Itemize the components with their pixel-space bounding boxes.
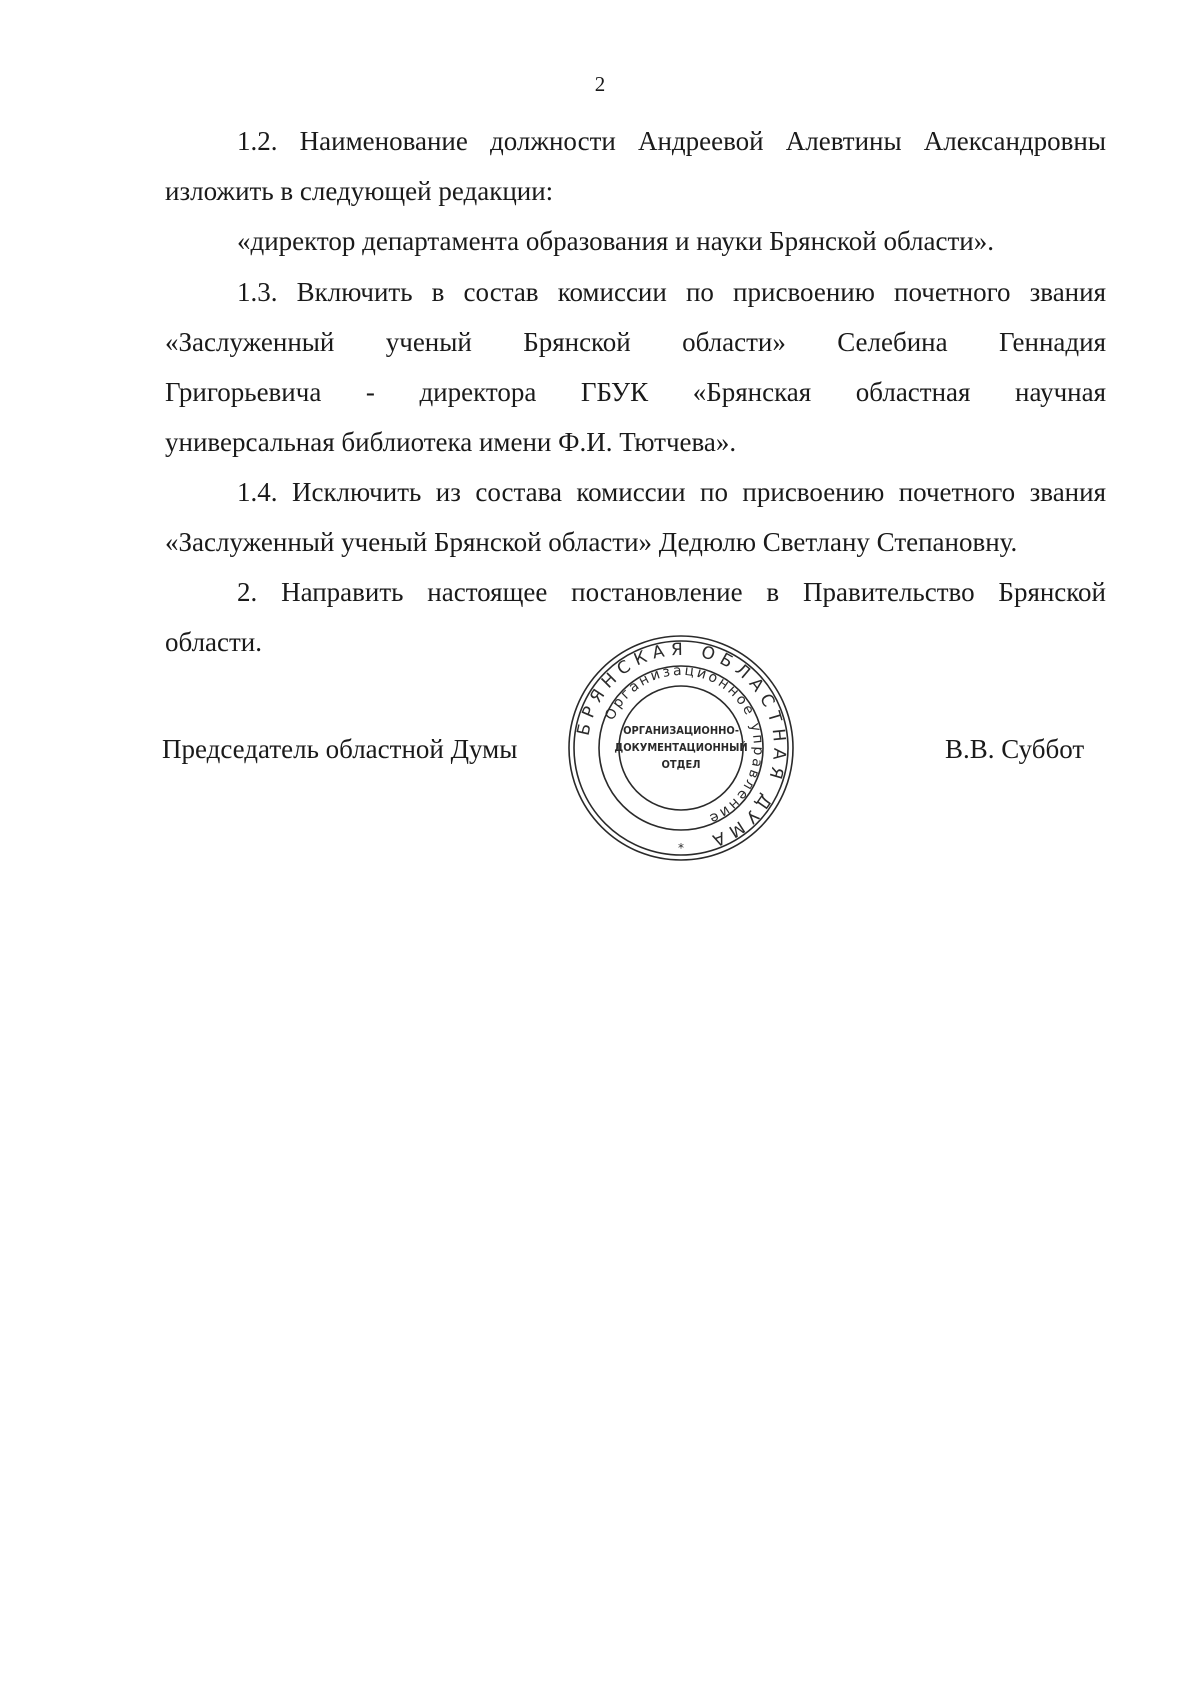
stamp-center-line-3: ОТДЕЛ [661,758,701,771]
paragraph-1-4-line-2: «Заслуженный ученый Брянской области» Дедюлю Светлану Степановну. [165,527,1018,557]
signatory-name: В.В. Суббот [945,734,1085,764]
paragraph-1-3-line-4: универсальная библиотека имени Ф.И. Тютчева». [165,427,737,457]
page-number: 2 [594,72,606,96]
official-stamp [566,633,796,863]
paragraph-1-3-line-2: «Заслуженный ученый Брянской области» Селебина Геннадия [165,327,1106,357]
quoted-position-title: «директор департамента образования и науки Брянской области». [237,226,994,256]
signatory-role: Председатель областной Думы [162,734,518,764]
stamp-star-icon: * [678,841,684,855]
stamp-outer-text: БРЯНСКАЯ ОБЛАСТНАЯ ДУМА [573,639,790,853]
paragraph-1-3-line-1: 1.3. Включить в состав комиссии по присвоению почетного звания [237,277,1106,307]
stamp-center-line-2: ДОКУМЕНТАЦИОННЫЙ [614,741,748,754]
paragraph-1-4-line-1: 1.4. Исключить из состава комиссии по присвоению почетного звания [237,477,1106,507]
paragraph-2-line-2: области. [165,627,263,657]
stamp-inner-text: Организационное управление [602,662,767,828]
paragraph-1-2-line-2: изложить в следующей редакции: [165,176,554,206]
paragraph-2-line-1: 2. Направить настоящее постановление в Правительство Брянской [237,577,1106,607]
stamp-center-line-1: ОРГАНИЗАЦИОННО- [623,724,739,737]
paragraph-1-2-line-1: 1.2. Наименование должности Андреевой Алевтины Александровны [237,126,1106,156]
paragraph-1-3-line-3: Григорьевича - директора ГБУК «Брянская областная научная [165,377,1106,407]
